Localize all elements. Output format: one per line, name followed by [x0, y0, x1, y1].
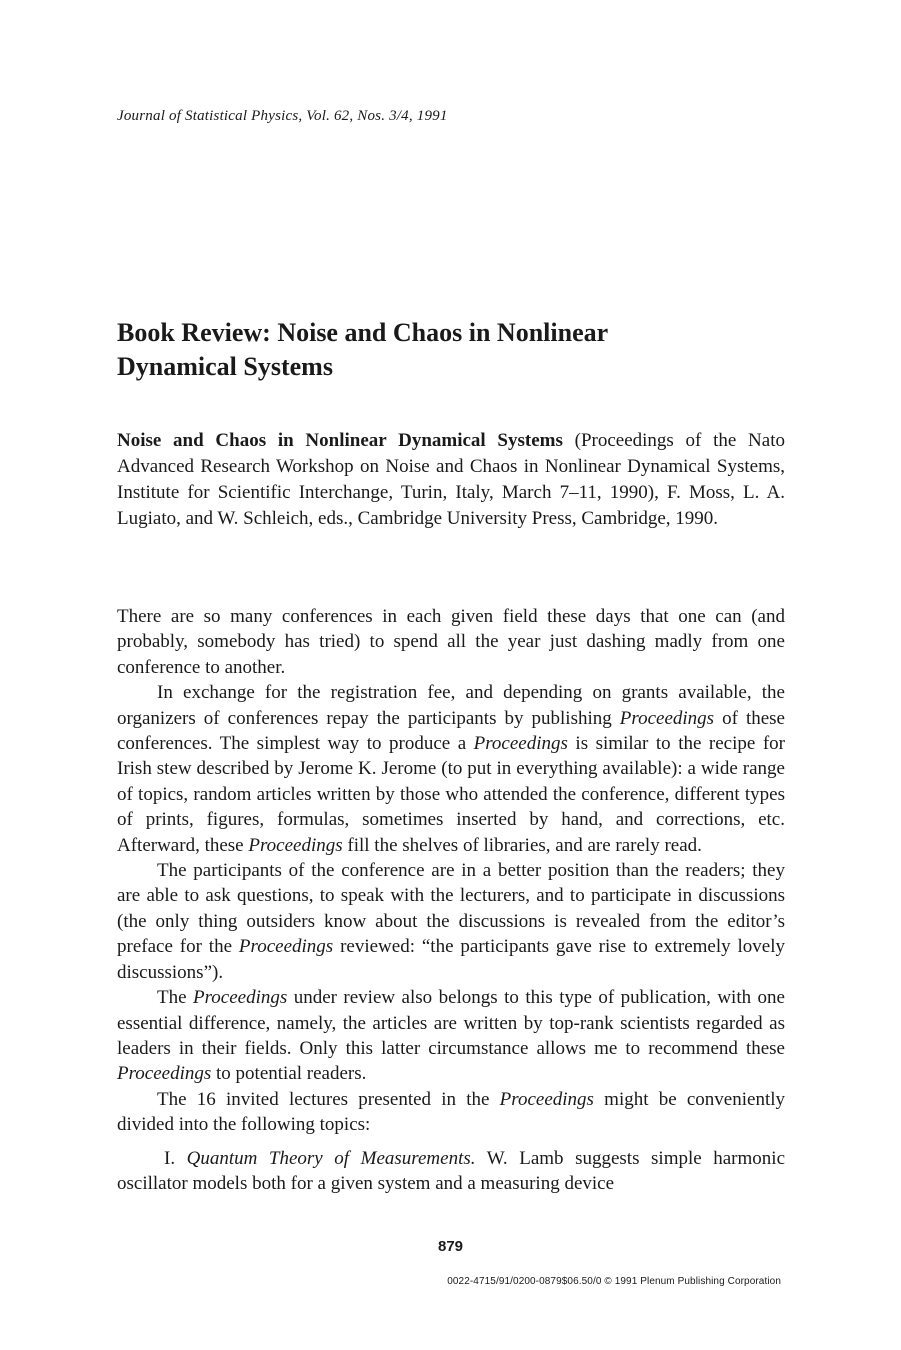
article-title-line-2: Dynamical Systems	[117, 352, 333, 381]
paragraph-5: The 16 invited lectures presented in the Proceedings might be conveniently divided into the following topics:	[117, 1088, 785, 1136]
book-details: (Proceedings of the Nato Advanced Research Workshop on Noise and Chaos in Nonlinear Dynamical Systems, Institute for Scientific Interchange, Turin, Italy, March 7–11, 1990), F. Moss, L. A. Lugiato, and W. Schleich, eds., Cambridge University Press, Cambridge, 1990.	[117, 430, 785, 529]
page-number: 879	[437, 1238, 464, 1255]
topic-section-1: I. Quantum Theory of Measurements. W. Lamb suggests simple harmonic oscillator models both for a given system and a measuring device	[117, 1147, 785, 1194]
topic-heading: Quantum Theory of Measurements.	[186, 1147, 476, 1169]
paragraph-4: The Proceedings under review also belongs to this type of publication, with one essential difference, namely, the articles are written by top-rank scientists regarded as leaders in their fields. Only this latter circumstance allows me to recommend these Proceedings to potential readers.	[117, 987, 785, 1085]
paragraph-3: The participants of the conference are in a better position than the readers; they are able to ask questions, to speak with the lecturers, and to participate in discussions (the only thing outsiders know about the discussions is revealed from the editor’s preface for the Proceedings reviewed: “the participants gave rise to extremely lovely discussions”).	[117, 860, 786, 983]
paragraph-2: In exchange for the registration fee, and depending on grants available, the organizers of conferences repay the participants by publishing Proceedings of these conferences. The simplest way to produce a Proceedings is similar to the recipe for Irish stew described by Jerome K. Jerome (to put in everything available): a wide range of topics, random articles written by those who attended the conference, different types of prints, figures, formulas, sometimes inserted by hand, and corrections, etc. Afterward, these Proceedings fill the shelves of libraries, and are rarely read.	[117, 682, 785, 856]
journal-header: Journal of Statistical Physics, Vol. 62, Nos. 3/4, 1991	[117, 108, 448, 124]
book-title: Noise and Chaos in Nonlinear Dynamical Systems	[117, 430, 563, 451]
paragraph-1: There are so many conferences in each given field these days that one can (and probably, somebody has tried) to spend all the year just dashing madly from one conference to another.	[117, 606, 785, 678]
topic-number: I.	[164, 1147, 187, 1169]
article-title-line-1: Book Review: Noise and Chaos in Nonlinear	[117, 318, 609, 347]
publisher-imprint: 0022-4715/91/0200-0879$06.50/0 © 1991 Plenum Publishing Corporation	[447, 1276, 781, 1287]
book-citation	[117, 428, 785, 532]
review-body	[117, 604, 785, 1196]
article-title	[117, 316, 797, 384]
